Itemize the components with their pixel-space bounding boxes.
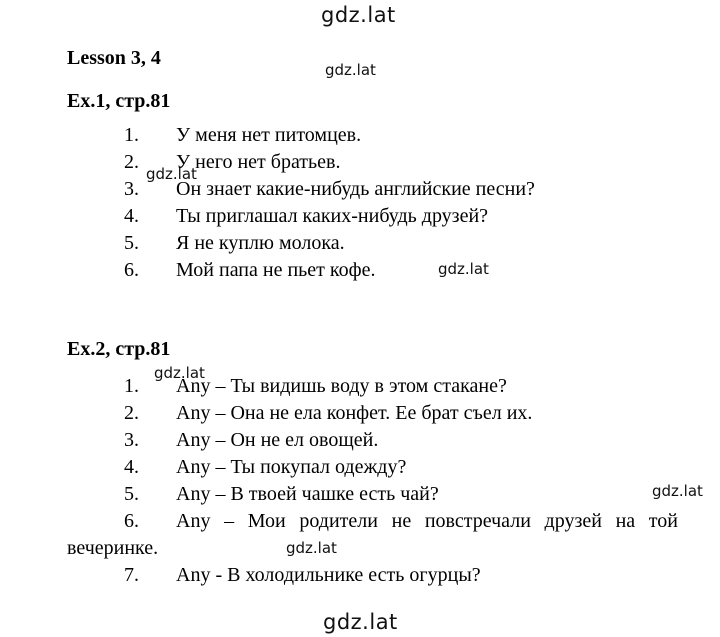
item-text: Any – Она не ела конфет. Ее брат съел их. (176, 402, 533, 424)
item-number: 6. (124, 259, 139, 281)
item-number: 5. (124, 232, 139, 254)
item-text: Any – В твоей чашке есть чай? (176, 483, 439, 505)
item-text: Он знает какие-нибудь английские песни? (176, 178, 535, 200)
watermark: gdz.lat (154, 364, 205, 382)
watermark: gdz.lat (325, 61, 376, 79)
item-number: 2. (124, 151, 139, 173)
watermark: gdz.lat (438, 260, 489, 278)
item-number: 5. (124, 483, 139, 505)
item-number: 7. (124, 564, 139, 586)
watermark: gdz.lat (652, 482, 703, 500)
item-number: 4. (124, 205, 139, 227)
item-number: 6. (124, 510, 139, 532)
item-text: Any – Он не ел овощей. (176, 429, 379, 451)
item-number: 1. (124, 124, 139, 146)
item-number: 3. (124, 429, 139, 451)
item-text: У него нет братьев. (176, 151, 341, 173)
item-text-continuation: вечеринке. (67, 537, 159, 559)
item-number: 3. (124, 178, 139, 200)
item-text: Any - В холодильнике есть огурцы? (176, 564, 481, 586)
item-text: Any – Ты видишь воду в этом стакане? (176, 375, 507, 397)
item-text: У меня нет питомцев. (176, 124, 362, 146)
watermark: gdz.lat (286, 539, 337, 557)
watermark-bottom: gdz.lat (323, 610, 398, 634)
watermark: gdz.lat (146, 165, 197, 183)
item-text: Any – Ты покупал одежду? (176, 456, 407, 478)
item-text: Ты приглашал каких-нибудь друзей? (176, 205, 489, 227)
ex1-title: Ex.1, стр.81 (67, 90, 171, 112)
lesson-title: Lesson 3, 4 (67, 47, 161, 69)
item-number: 4. (124, 456, 139, 478)
item-text: Мой папа не пьет кофе. (176, 259, 376, 281)
ex2-title: Ex.2, стр.81 (67, 338, 171, 360)
item-number: 1. (124, 375, 139, 397)
item-text: Я не куплю молока. (176, 232, 345, 254)
item-text: Any – Мои родители не повстречали друзей на той (176, 510, 678, 532)
watermark-top: gdz.lat (321, 3, 396, 27)
item-number: 2. (124, 402, 139, 424)
